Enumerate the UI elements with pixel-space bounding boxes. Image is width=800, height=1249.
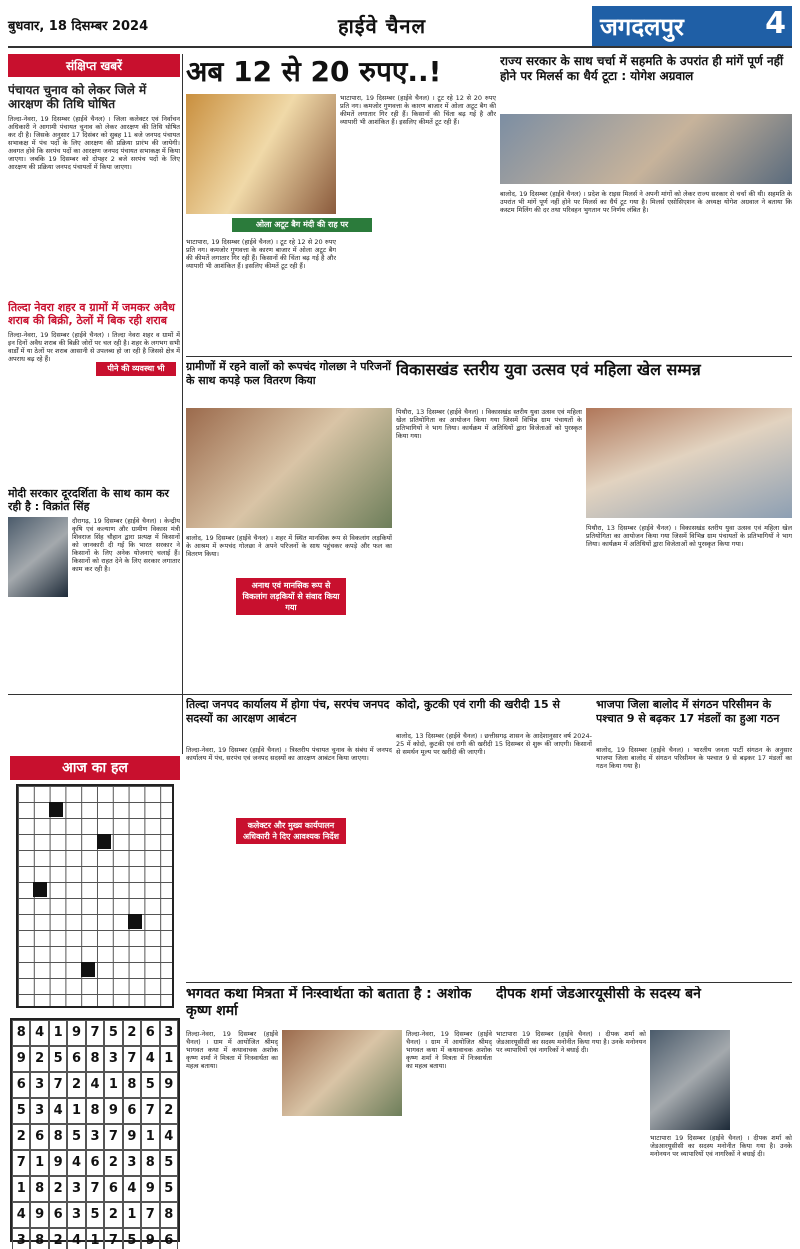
brief-headline-2: तिल्दा नेवरा शहर व ग्रामों में जमकर अवैध शराब की बिक्री, ठेलों में बिक रही शराब: [8, 301, 175, 327]
sudoku-cell: 8: [123, 1072, 141, 1098]
sudoku-cell: 2: [49, 1176, 67, 1202]
mid-right-story: [396, 360, 792, 690]
sudoku-grid: [10, 1018, 180, 1248]
bottom-right-body: भाटापारा 19 दिसम्बर (हाईवे चैनल) । दीपक शर्मा को जेडआरयूसीसी का सदस्य मनोनीत किया गया है। उनके मनोनयन पर व्यापारियों एवं नागरिकों ने बधाई दी।: [496, 1030, 646, 1054]
mid-left-body: बालोद, 19 दिसम्बर (हाईवे चैनल) । शहर में स्थित मानसिक रूप से विकलांग लड़कियों के आश्रम में रूपचंद गोलछा ने अपने परिजनों के साथ पहुंचकर कपड़े और फल का वितरण किया।: [186, 534, 392, 558]
mid-left-headline: ग्रामीणों में रहने वालों को रूपचंद गोलछा ने परिजनों के साथ कपड़े फल वितरण किया: [186, 360, 392, 387]
crossword-black-cell: [81, 962, 95, 977]
sudoku-cell: 1: [123, 1202, 141, 1228]
sudoku-cell: 6: [141, 1020, 159, 1046]
sudoku-cell: 4: [30, 1020, 48, 1046]
sudoku-cell: 3: [160, 1020, 178, 1046]
sudoku-cell: 4: [123, 1176, 141, 1202]
sudoku-cell: 9: [141, 1176, 159, 1202]
sudoku-cell: 6: [12, 1072, 30, 1098]
sudoku-cell: 4: [49, 1098, 67, 1124]
politician-photo: [8, 517, 68, 597]
sudoku-cell: 1: [49, 1020, 67, 1046]
sudoku-cell: 6: [104, 1176, 122, 1202]
bottom-left-headline: भगवत कथा मित्रता में निःस्वार्थता को बताता है : अशोक कृष्ण शर्मा: [186, 986, 472, 1019]
lead-body-lower: भाटापारा, 19 दिसम्बर (हाईवे चैनल) । टूट रहे 12 से 20 रुपए प्रति नग। कमजोर गुणवत्ता के कारण बाजार में ओला अटूट बैग की कीमतें लगातार गिर रही हैं। किसानों की चिंता बढ़ गई है और व्यापारी भी आशंकित हैं। इसलिए कीमतें टूट रही हैं।: [186, 238, 336, 270]
sudoku-cell: 5: [86, 1202, 104, 1228]
divider: [8, 694, 792, 695]
crossword-black-cell: [49, 802, 63, 817]
sudoku-cell: 2: [49, 1228, 67, 1249]
bottom-right-headline: दीपक शर्मा जेडआरयूसीसी के सदस्य बने: [496, 986, 701, 1002]
bottom-right-story: [496, 986, 792, 1242]
crossword-black-cell: [97, 834, 111, 849]
sudoku-cell: 7: [141, 1098, 159, 1124]
sudoku-cell: 3: [12, 1228, 30, 1249]
issue-date: बुधवार, 18 दिसम्बर 2024: [8, 19, 149, 34]
crossword-grid: [16, 784, 174, 1008]
sudoku-cell: 8: [86, 1046, 104, 1072]
lower-right-headline: भाजपा जिला बालोद में संगठन परिसीमन के पश्चात 9 से बढ़कर 17 मंडलों का हुआ गठन: [596, 698, 780, 725]
sudoku-cell: 4: [67, 1150, 85, 1176]
city-banner: [592, 6, 792, 46]
sudoku-cell: 8: [160, 1202, 178, 1228]
right-top-story: [500, 54, 792, 354]
mid-right-headline: विकासखंड स्तरीय युवा उत्सव एवं महिला खेल सम्मन्न: [396, 360, 701, 379]
sudoku-cell: 7: [104, 1124, 122, 1150]
sudoku-cell: 3: [30, 1098, 48, 1124]
right-top-headline: राज्य सरकार के साथ चर्चा में सहमति के उपरांत ही मांगें पूर्ण नहीं होने पर मिलर्स का धैर्य टूटा : योगेश अग्रवाल: [500, 54, 784, 83]
masthead: [8, 4, 792, 48]
sudoku-cell: 7: [49, 1072, 67, 1098]
sudoku-cell: 7: [123, 1046, 141, 1072]
bottom-right-photo: [650, 1030, 730, 1130]
sudoku-cell: 4: [67, 1228, 85, 1249]
sudoku-cell: 9: [123, 1124, 141, 1150]
mid-left-red-label: अनाथ एवं मानसिक रूप से विकलांग लड़कियों से संवाद किया गया: [236, 578, 346, 615]
sudoku-cell: 7: [12, 1150, 30, 1176]
sudoku-cell: 4: [12, 1202, 30, 1228]
sudoku-cell: 8: [49, 1124, 67, 1150]
sudoku-cell: 4: [141, 1046, 159, 1072]
lead-story: [186, 54, 496, 354]
lower-mid-story: [396, 698, 592, 978]
puzzle-label: आज का हल: [10, 756, 180, 780]
city-name: जगदलपुर: [600, 13, 684, 41]
lower-right-story: [596, 698, 792, 978]
right-top-photo: [500, 114, 792, 184]
sudoku-cell: 6: [30, 1124, 48, 1150]
sudoku-cell: 8: [141, 1150, 159, 1176]
sudoku-cell: 3: [67, 1202, 85, 1228]
sudoku-cell: 9: [141, 1228, 159, 1249]
sudoku-cell: 8: [30, 1176, 48, 1202]
sudoku-cell: 9: [67, 1020, 85, 1046]
mid-right-photo: [586, 408, 792, 518]
brief-body-2: तिल्दा-नेवरा, 19 दिसम्बर (हाईवे चैनल) । तिल्दा नेवरा शहर व ग्रामों में इन दिनों अवैध शराब की बिक्री जोरों पर चल रही है। शहर के लगभग सभी वार्डों में या ठेलों पर शराब आसानी से उपलब्ध हो जा रही है जिससे क्षेत्र में अपराध बढ़ रहे हैं।: [8, 331, 180, 363]
sudoku-cell: 5: [160, 1150, 178, 1176]
sudoku-cell: 6: [67, 1046, 85, 1072]
sudoku-cell: 7: [86, 1020, 104, 1046]
sudoku-cell: 2: [123, 1020, 141, 1046]
sudoku-cell: 2: [160, 1098, 178, 1124]
lower-mid-headline: कोदो, कुटकी एवं रागी की खरीदी 15 से: [396, 698, 560, 711]
sudoku-cell: 1: [160, 1046, 178, 1072]
sudoku-cell: 8: [12, 1020, 30, 1046]
sudoku-cell: 1: [86, 1228, 104, 1249]
mid-left-story: [186, 360, 392, 690]
sudoku-cell: 9: [49, 1150, 67, 1176]
brief-headline-1: पंचायत चुनाव को लेकर जिले में आरक्षण की तिथि घोषित: [8, 83, 147, 111]
sudoku-cell: 3: [104, 1046, 122, 1072]
sudoku-cell: 2: [30, 1046, 48, 1072]
sudoku-cell: 1: [30, 1150, 48, 1176]
page-number: 4: [765, 6, 786, 41]
divider: [186, 982, 792, 983]
lead-photo: [186, 94, 336, 214]
lead-headline: अब 12 से 20 रुपए..!: [186, 55, 442, 88]
right-top-body: बालोद, 19 दिसम्बर (हाईवे चैनल) । प्रदेश के राइस मिलर्स ने अपनी मांगों को लेकर राज्य सरकार से चर्चा की थी। सहमति के उपरांत भी मांगें पूर्ण नहीं होने पर मिलर्स का धैर्य टूट गया है। मिलर्स एसोसिएशन के अध्यक्ष योगेश अग्रवाल ने बताया कि कस्टम मिलिंग की दर तथा परिवहन भुगतान पर निर्णय लंबित है।: [500, 190, 792, 214]
bottom-right-body-2: भाटापारा 19 दिसम्बर (हाईवे चैनल) । दीपक शर्मा को जेडआरयूसीसी का सदस्य मनोनीत किया गया है। उनके मनोनयन पर व्यापारियों एवं नागरिकों ने बधाई दी।: [650, 1134, 792, 1158]
brief-body-1: तिल्दा-नेवरा, 19 दिसम्बर (हाईवे चैनल) । जिला कलेक्टर एवं निर्वाचन अधिकारी ने आगामी पंचायत चुनाव को लेकर आरक्षण की तिथि घोषित कर दी है। जिसके अनुसार 17 दिसंबर को सुबह 11 बजे जनपद पंचायत सभाकक्ष में पंच पदों के लिए आरक्षण की प्रक्रिया प्रारंभ की जायेगी। अवगत होवे कि सरपंच पदों का आरक्षण जनपद पंचायत सभाकक्ष में किया जाएगा। जबकि 19 दिसम्बर को दोपहर 2 बजे सरपंच पदों के लिए आरक्षण की प्रक्रिया जनपद पंचायतों में किया जाएगा।: [8, 115, 180, 171]
lower-left-body: तिल्दा-नेवरा, 19 दिसम्बर (हाईवे चैनल) । त्रिस्तरीय पंचायत चुनाव के संबंध में जनपद कार्यालय में पंच, सरपंच एवं जनपद सदस्यों का आरक्षण आबंटन किया जाएगा।: [186, 746, 392, 762]
brief-headline-3: मोदी सरकार दूरदर्शिता के साथ काम कर रही है : विक्रांत सिंह: [8, 487, 170, 513]
sudoku-cell: 7: [86, 1176, 104, 1202]
sudoku-cell: 2: [12, 1124, 30, 1150]
sudoku-cell: 9: [160, 1072, 178, 1098]
sudoku-cell: 3: [67, 1176, 85, 1202]
paper-name: हाईवे चैनल: [338, 14, 427, 38]
lower-left-headline: तिल्दा जनपद कार्यालय में होगा पंच, सरपंच जनपद सदस्यों का आरक्षण आबंटन: [186, 698, 390, 725]
sudoku-cell: 9: [12, 1046, 30, 1072]
mid-left-photo: [186, 408, 392, 528]
sudoku-cell: 5: [12, 1098, 30, 1124]
mid-right-body-2: पिथौरा, 13 दिसम्बर (हाईवे चैनल) । विकासखंड स्तरीय युवा उत्सव एवं महिला खेल प्रतियोगिता का आयोजन किया गया जिसमें विभिन्न ग्राम पंचायतों के प्रतिभागियों ने भाग लिया। कार्यक्रम में अतिथियों द्वारा विजेताओं को पुरस्कृत किया गया।: [586, 524, 792, 548]
lead-body: भाटापारा, 19 दिसम्बर (हाईवे चैनल) । टूट रहे 12 से 20 रुपए प्रति नग। कमजोर गुणवत्ता के कारण बाजार में ओला अटूट बैग की कीमतें लगातार गिर रही हैं। किसानों की चिंता बढ़ गई है और व्यापारी भी आशंकित हैं। इसलिए कीमतें टूट रही हैं।: [340, 94, 496, 126]
sudoku-cell: 4: [86, 1072, 104, 1098]
sudoku-cell: 5: [104, 1020, 122, 1046]
sudoku-cell: 5: [160, 1176, 178, 1202]
sudoku-cell: 5: [141, 1072, 159, 1098]
sudoku-cell: 1: [141, 1124, 159, 1150]
bottom-left-body-2: तिल्दा-नेवरा, 19 दिसम्बर (हाईवे चैनल) । ग्राम में आयोजित श्रीमद् भागवत कथा में कथावाचक अशोक कृष्ण शर्मा ने मित्रता में निःस्वार्थता का महत्व बताया।: [406, 1030, 492, 1070]
sudoku-cell: 5: [123, 1228, 141, 1249]
sudoku-cell: 3: [86, 1124, 104, 1150]
bottom-left-photo: [282, 1030, 402, 1116]
sudoku-cell: 7: [141, 1202, 159, 1228]
sudoku-cell: 6: [86, 1150, 104, 1176]
sudoku-cell: 5: [67, 1124, 85, 1150]
sudoku-cell: 1: [67, 1098, 85, 1124]
sudoku-cell: 8: [86, 1098, 104, 1124]
sudoku-cell: 8: [30, 1228, 48, 1249]
sudoku-cell: 6: [123, 1098, 141, 1124]
sudoku-cell: 9: [30, 1202, 48, 1228]
brief-tag: संक्षिप्त खबरें: [8, 54, 180, 77]
sudoku-cell: 4: [160, 1124, 178, 1150]
sudoku-cell: 1: [104, 1072, 122, 1098]
crossword-black-cell: [128, 914, 142, 929]
divider: [182, 54, 183, 754]
brief-red-label: पीने की व्यवस्था भी: [96, 362, 176, 376]
sudoku-cell: 3: [30, 1072, 48, 1098]
divider: [186, 356, 792, 357]
bottom-left-story: [186, 986, 492, 1242]
sudoku-cell: 5: [49, 1046, 67, 1072]
bottom-left-body: तिल्दा-नेवरा, 19 दिसम्बर (हाईवे चैनल) । ग्राम में आयोजित श्रीमद् भागवत कथा में कथावाचक अशोक कृष्ण शर्मा ने मित्रता में निःस्वार्थता का महत्व बताया।: [186, 1030, 278, 1070]
sudoku-cell: 2: [104, 1202, 122, 1228]
crossword-black-cell: [33, 882, 47, 897]
brief-body-3: दौरागढ़, 19 दिसम्बर (हाईवे चैनल) । केन्द्रीय कृषि एवं कल्याण और ग्रामीण विकास मंत्री शिवराज सिंह चौहान द्वारा प्रत्यक्ष में किसानों को जानकारी दी गई कि भारत सरकार ने किसानों के लिए अनेक योजनाएं चलाई हैं। किसानों को राहत देने के लिए सरकार लगातार काम कर रही है।: [72, 517, 180, 573]
lower-red-label: कलेक्टर और मुख्य कार्यपालन अधिकारी ने दिए आवश्यक निर्देश: [236, 818, 346, 844]
lower-mid-body: बालोद, 13 दिसम्बर (हाईवे चैनल) । छत्तीसगढ़ शासन के आदेशानुसार वर्ष 2024-25 में कोदो, कुटकी एवं रागी की खरीदी 15 दिसम्बर से शुरू की जाएगी। किसानों से समर्थन मूल्य पर खरीदी की जाएगी।: [396, 732, 592, 756]
lower-right-body: बालोद, 19 दिसम्बर (हाईवे चैनल) । भारतीय जनता पार्टी संगठन के अनुसार भाजपा जिला बालोद में संगठन परिसीमन के पश्चात 9 से बढ़कर 17 मंडलों का गठन किया गया है।: [596, 746, 792, 770]
sudoku-cell: 2: [67, 1072, 85, 1098]
sudoku-cell: 2: [104, 1150, 122, 1176]
lead-red-label: ओला अटूट बैग मंदी की राह पर: [232, 218, 372, 232]
sudoku-cell: 6: [160, 1228, 178, 1249]
sudoku-cell: 1: [12, 1176, 30, 1202]
sudoku-cell: 7: [104, 1228, 122, 1249]
sudoku-cell: 3: [123, 1150, 141, 1176]
sudoku-cell: 6: [49, 1202, 67, 1228]
brief-column: [8, 54, 180, 754]
mid-right-body: पिथौरा, 13 दिसम्बर (हाईवे चैनल) । विकासखंड स्तरीय युवा उत्सव एवं महिला खेल प्रतियोगिता का आयोजन किया गया जिसमें विभिन्न ग्राम पंचायतों के प्रतिभागियों ने भाग लिया। कार्यक्रम में अतिथियों द्वारा विजेताओं को पुरस्कृत किया गया।: [396, 408, 582, 440]
sudoku-cell: 9: [104, 1098, 122, 1124]
